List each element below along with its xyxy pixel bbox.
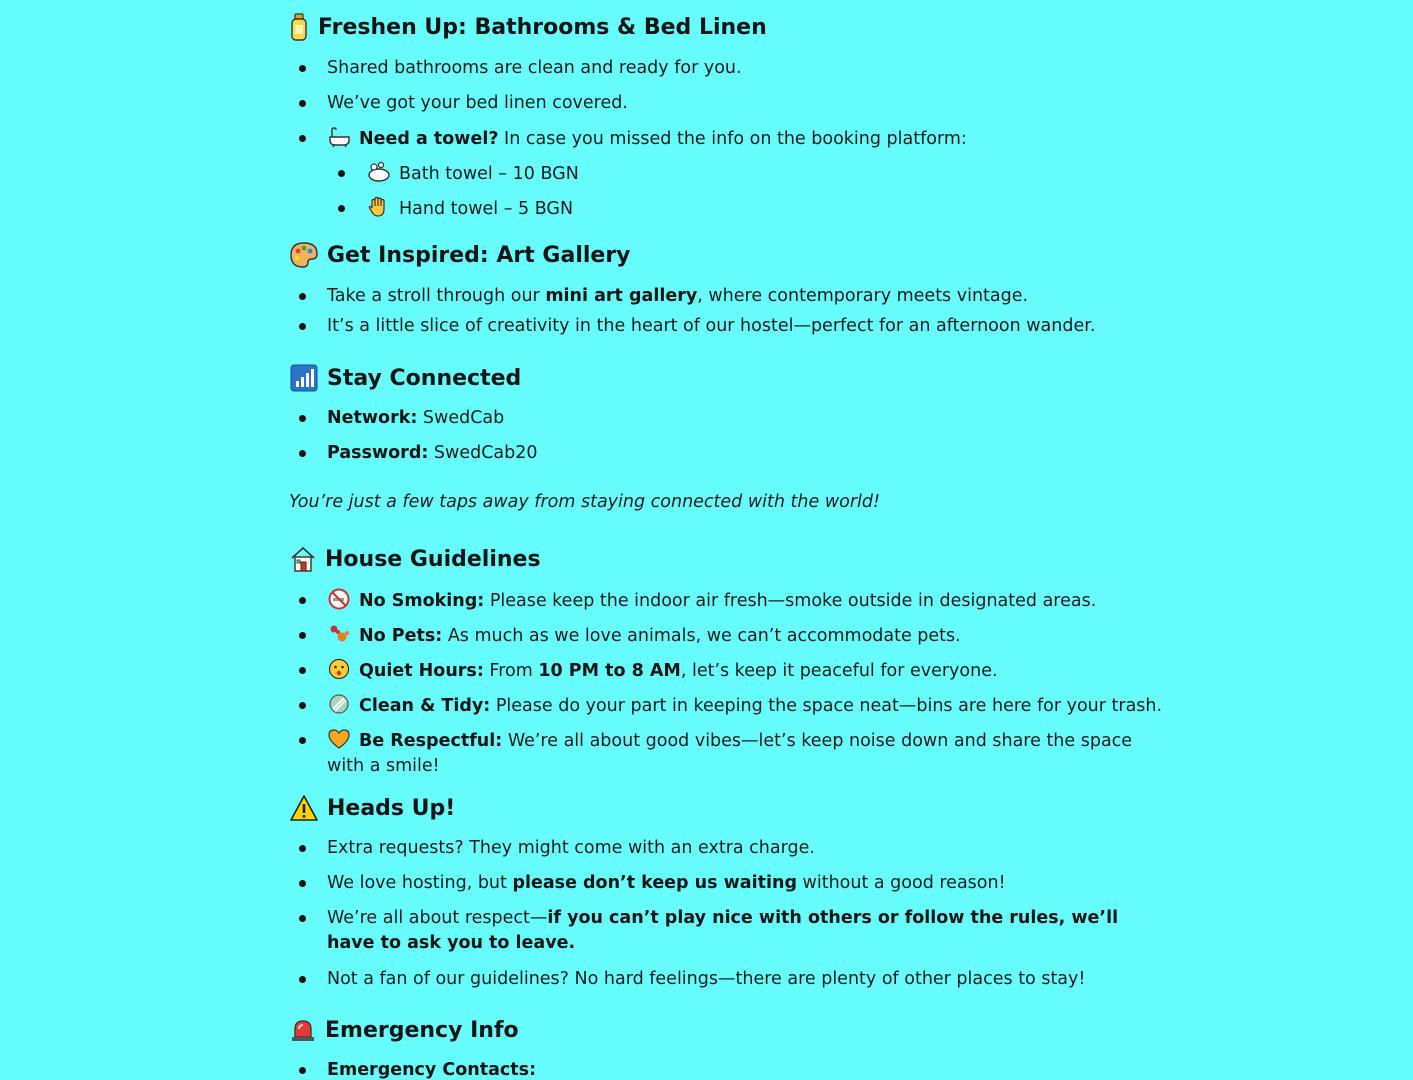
section-title: House Guidelines bbox=[325, 546, 541, 572]
list-item: Extra requests? They might come with an extra charge. bbox=[327, 836, 815, 861]
list-item: We’ve got your bed linen covered. bbox=[327, 91, 628, 116]
rule-label: Be Respectful: bbox=[359, 731, 503, 751]
section-heading-emergency bbox=[289, 1015, 519, 1045]
text: We’re all about respect— bbox=[327, 908, 548, 928]
list-item bbox=[327, 906, 1167, 956]
rule-no-pets bbox=[327, 623, 961, 649]
network-value: SwedCab bbox=[417, 408, 505, 428]
bottle-icon bbox=[289, 12, 309, 42]
sub-list-item bbox=[367, 161, 579, 187]
section-heading-wifi bbox=[289, 363, 521, 393]
quiet-hours-time: 10 PM to 8 AM bbox=[538, 661, 681, 681]
section-heading-freshen bbox=[289, 12, 767, 42]
house-icon bbox=[289, 544, 317, 574]
list-item: It’s a little slice of creativity in the heart of our hostel—perfect for an afternoon wander. bbox=[327, 314, 1095, 339]
bold-text: mini art gallery bbox=[545, 286, 698, 306]
password-label: Password: bbox=[327, 443, 429, 463]
towel-bold: Need a towel? bbox=[359, 129, 499, 149]
broom-icon bbox=[327, 693, 351, 715]
list-item bbox=[327, 284, 1028, 309]
rule-label: Quiet Hours: bbox=[359, 661, 484, 681]
password-value: SwedCab20 bbox=[428, 443, 538, 463]
quiet-face-icon bbox=[327, 658, 351, 680]
wifi-password bbox=[327, 441, 538, 466]
towel-text: In case you missed the info on the booking platform: bbox=[498, 129, 967, 149]
signal-icon bbox=[289, 363, 319, 393]
section-heading-art bbox=[289, 240, 631, 270]
rule-label: No Pets: bbox=[359, 626, 443, 646]
hand-icon bbox=[367, 196, 391, 218]
rule-text: We’re all about good vibes—let’s keep noise down and share the space with a smile! bbox=[327, 731, 1133, 776]
bold-text: Emergency Contacts: bbox=[327, 1060, 537, 1080]
list-item-towel bbox=[327, 126, 967, 152]
text: without a good reason! bbox=[796, 873, 1006, 893]
heart-icon bbox=[327, 728, 351, 750]
siren-icon bbox=[289, 1015, 317, 1045]
wifi-network bbox=[327, 406, 504, 431]
soap-icon bbox=[367, 161, 391, 183]
list-item bbox=[327, 1058, 536, 1080]
sub-list-item bbox=[367, 196, 573, 222]
section-heading-house bbox=[289, 544, 541, 574]
sub-item-text: Bath towel – 10 BGN bbox=[399, 164, 579, 184]
text: , where contemporary meets vintage. bbox=[697, 286, 1029, 306]
section-title: Emergency Info bbox=[325, 1017, 519, 1043]
rule-quiet-hours bbox=[327, 658, 998, 684]
rule-text: Please keep the indoor air fresh—smoke outside in designated areas. bbox=[484, 591, 1097, 611]
rule-label: Clean & Tidy: bbox=[359, 696, 491, 716]
list-item: Not a fan of our guidelines? No hard feelings—there are plenty of other places to stay! bbox=[327, 967, 1085, 992]
wifi-note: You’re just a few taps away from staying connected with the world! bbox=[289, 492, 881, 512]
section-heading-heads-up bbox=[289, 793, 455, 823]
no-smoking-icon bbox=[327, 588, 351, 610]
sub-item-text: Hand towel – 5 BGN bbox=[399, 199, 574, 219]
bold-text: if you can’t play nice with others or follow the rules, we’ll have to ask you to leave. bbox=[327, 908, 1119, 953]
section-title: Freshen Up: Bathrooms & Bed Linen bbox=[318, 14, 767, 40]
list-item bbox=[327, 871, 1006, 896]
list-item: Shared bathrooms are clean and ready for you. bbox=[327, 56, 742, 81]
rule-text: From bbox=[483, 661, 539, 681]
rule-label: No Smoking: bbox=[359, 591, 485, 611]
network-label: Network: bbox=[327, 408, 418, 428]
rule-text: As much as we love animals, we can’t accommodate pets. bbox=[442, 626, 961, 646]
palette-icon bbox=[289, 240, 319, 270]
section-title: Get Inspired: Art Gallery bbox=[327, 242, 631, 268]
bathtub-icon bbox=[327, 126, 351, 148]
warning-icon bbox=[289, 793, 319, 823]
section-title: Heads Up! bbox=[327, 795, 456, 821]
bold-text: please don’t keep us waiting bbox=[512, 873, 797, 893]
section-title: Stay Connected bbox=[327, 365, 522, 391]
rule-no-smoking bbox=[327, 588, 1096, 614]
rule-text: , let’s keep it peaceful for everyone. bbox=[680, 661, 998, 681]
paw-icon bbox=[327, 623, 351, 645]
text: Take a stroll through our bbox=[327, 286, 546, 306]
rule-be-respectful bbox=[327, 728, 1167, 779]
rule-text: Please do your part in keeping the space neat—bins are here for your trash. bbox=[490, 696, 1163, 716]
text: We love hosting, but bbox=[327, 873, 513, 893]
rule-clean-tidy bbox=[327, 693, 1162, 719]
